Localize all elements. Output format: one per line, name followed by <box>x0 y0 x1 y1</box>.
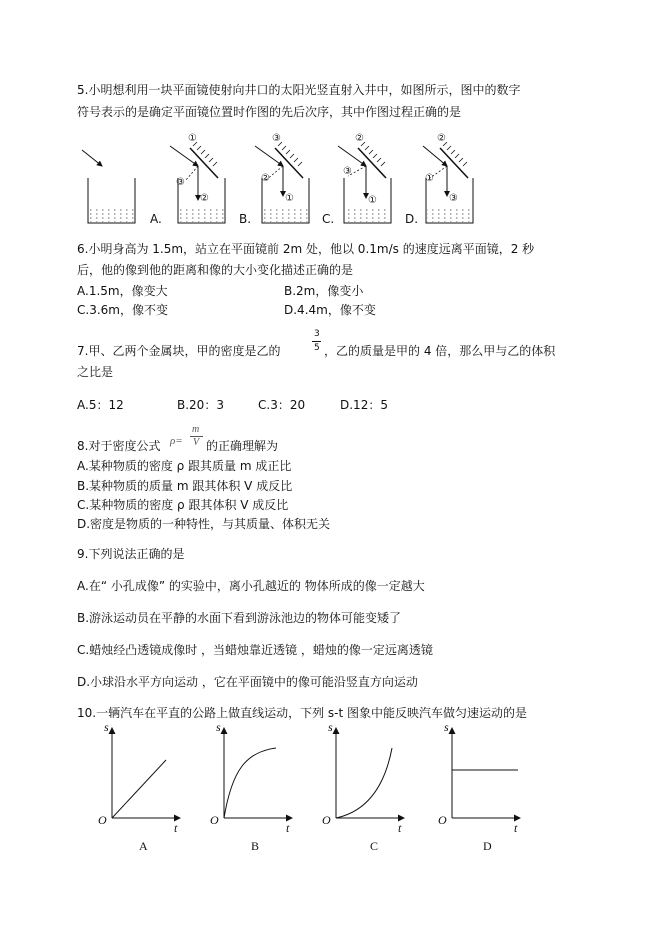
graph-c-curve <box>336 748 392 818</box>
graph-c-origin: O <box>322 813 331 827</box>
q5-line2: 符号表示的是确定平面镜位置时作图的先后次序，其中作图过程正确的是 <box>77 105 462 119</box>
step-c-2: ③ <box>343 166 352 177</box>
q9-option-b: B.游泳运动员在平静的水面下看到游泳池边的物体可能变矮了 <box>77 611 402 625</box>
q5-option-a-label: A. <box>150 212 162 226</box>
step-b-1: ③ <box>272 133 281 144</box>
graph-b-axis-s: s <box>216 720 221 734</box>
step-a-3: ② <box>200 193 209 204</box>
step-c-3: ① <box>368 195 377 206</box>
graph-a-axis-t: t <box>174 821 178 835</box>
graph-d <box>452 728 520 818</box>
graph-c-axis-s: s <box>328 720 333 734</box>
graph-d-axis-t: t <box>514 821 518 835</box>
graph-b-axis-t: t <box>286 821 290 835</box>
q6-line1: 6.小明身高为 1.5m，站立在平面镜前 2m 处，他以 0.1m/s 的速度远离平面镜，2 秒 <box>77 242 535 256</box>
q7-option-d: D.12：5 <box>340 398 388 412</box>
q6-option-a: A.1.5m，像变大 <box>77 284 168 298</box>
q8-formula-denominator: V <box>193 437 200 448</box>
graph-a-axis-s: s <box>104 720 109 734</box>
step-d-3: ③ <box>449 193 458 204</box>
q8-line1-a: 8.对于密度公式 <box>77 439 161 453</box>
graph-b-origin: O <box>210 813 219 827</box>
q6-option-d: D.4.4m，像不变 <box>284 303 376 317</box>
step-b-3: ① <box>285 193 294 204</box>
q6-line2: 后，他的像到他的距离和像的大小变化描述正确的是 <box>77 263 354 277</box>
step-d-1: ② <box>437 133 446 144</box>
q7-line1-b: ，乙的质量是甲的 4 倍，那么甲与乙的体积 <box>324 344 556 358</box>
q7-fraction-denominator: 5 <box>314 343 320 353</box>
graph-a-label: A <box>139 839 148 853</box>
q9-stem: 9.下列说法正确的是 <box>77 547 185 561</box>
graph-b <box>224 728 292 818</box>
graph-a <box>112 728 180 818</box>
step-a-1: ① <box>188 133 197 144</box>
q7-option-b: B.20：3 <box>177 398 224 412</box>
graph-c-axis-t: t <box>398 821 402 835</box>
q5-option-c-label: C. <box>322 212 335 226</box>
step-d-2: ① <box>425 173 434 184</box>
q7-option-a: A.5：12 <box>77 398 124 412</box>
graph-a-origin: O <box>98 813 107 827</box>
graph-d-label: D <box>483 839 492 853</box>
q9-option-c: C.蜡烛经凸透镜成像时 ，当蜡烛靠近透镜 ，蜡烛的像一定远离透镜 <box>77 643 433 657</box>
q5-option-b-label: B. <box>239 212 252 226</box>
q8-formula-numerator: m <box>192 424 200 435</box>
step-b-2: ② <box>261 173 270 184</box>
q9-option-a: A.在“ 小孔成像” 的实验中，离小孔越近的 物体所成的像一定越大 <box>77 579 425 593</box>
q8-option-d: D.密度是物质的一种特性，与其质量、体积无关 <box>77 517 331 531</box>
q8-formula-lhs: ρ= <box>170 435 183 447</box>
q6-option-b: B.2m，像变小 <box>284 284 364 298</box>
step-a-2: ③ <box>176 177 185 188</box>
q8-option-b: B.某种物质的质量 m 跟其体积 V 成反比 <box>77 479 293 493</box>
q8-line1-b: 的正确理解为 <box>206 439 279 453</box>
q7-line1-a: 7.甲、乙两个金属块，甲的密度是乙的 <box>77 344 281 358</box>
q9-option-d: D.小球沿水平方向运动 ，它在平面镜中的像可能沿竖直方向运动 <box>77 675 418 689</box>
q8-option-c: C.某种物质的密度 ρ 跟其体积 V 成反比 <box>77 498 289 512</box>
q7-fraction-numerator: 3 <box>314 329 320 339</box>
step-c-1: ② <box>355 133 364 144</box>
graph-c-label: C <box>370 839 379 853</box>
graph-b-curve <box>224 748 276 818</box>
graph-d-origin: O <box>438 813 447 827</box>
q8-option-a: A.某种物质的密度 ρ 跟其质量 m 成正比 <box>77 459 292 473</box>
q7-option-c: C.3：20 <box>258 398 306 412</box>
q6-option-c: C.3.6m，像不变 <box>77 303 168 317</box>
graph-c <box>336 728 404 818</box>
graph-a-line <box>112 760 166 818</box>
q5-line1: 5.小明想利用一块平面镜使射向井口的太阳光竖直射入井中，如图所示，图中的数字 <box>77 83 521 97</box>
q10-stem: 10.一辆汽车在平直的公路上做直线运动，下列 s-t 图象中能反映汽车做匀速运动的是 <box>77 706 528 720</box>
q5-option-d-label: D. <box>405 212 419 226</box>
graph-d-axis-s: s <box>444 720 449 734</box>
graph-b-label: B <box>251 839 260 853</box>
q7-line2: 之比是 <box>77 365 114 379</box>
